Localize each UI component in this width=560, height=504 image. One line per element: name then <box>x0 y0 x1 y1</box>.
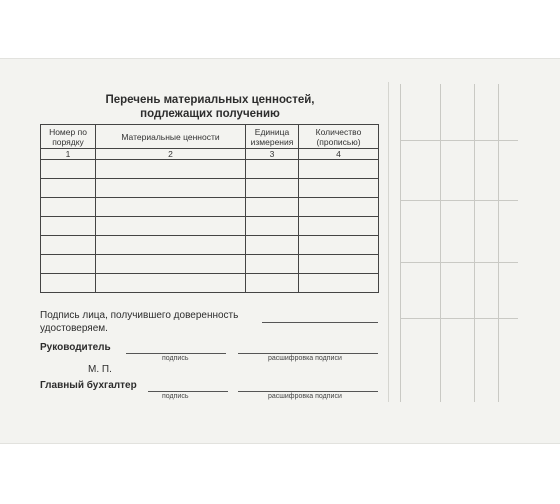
stamp-label: М. П. <box>88 364 112 375</box>
table-cell[interactable] <box>299 179 379 198</box>
attestation-text-line1: Подпись лица, получившего доверенность <box>40 310 239 321</box>
table-cell[interactable] <box>41 236 96 255</box>
table-row <box>41 179 379 198</box>
table-cell[interactable] <box>246 217 299 236</box>
table-header-row <box>41 125 379 149</box>
table-row <box>41 198 379 217</box>
table-cell[interactable] <box>299 274 379 293</box>
column-number-row <box>41 149 379 160</box>
stub-rule <box>498 84 499 402</box>
table-cell[interactable] <box>246 255 299 274</box>
table-cell[interactable] <box>246 198 299 217</box>
stub-rule <box>400 84 401 402</box>
attestation-signature-line[interactable] <box>262 322 378 323</box>
table-row <box>41 255 379 274</box>
form-title-line1: Перечень материальных ценностей, <box>105 94 315 106</box>
accountant-caption-decoding: расшифровка подписи <box>268 393 342 400</box>
stub-rule <box>400 262 518 263</box>
header-number: Номер по порядку <box>41 125 96 149</box>
table-cell[interactable] <box>299 198 379 217</box>
accountant-decoding-line[interactable] <box>238 391 378 392</box>
table-cell[interactable] <box>96 198 246 217</box>
accountant-signature-line[interactable] <box>148 391 228 392</box>
table-row <box>41 160 379 179</box>
director-caption-decoding: расшифровка подписи <box>268 355 342 362</box>
table-row <box>41 274 379 293</box>
director-caption-signature: подпись <box>162 355 189 362</box>
attestation-text-line2: удостоверяем. <box>40 323 108 334</box>
director-label: Руководитель <box>40 342 111 353</box>
stub-rule <box>400 140 518 141</box>
stub-rule <box>440 84 441 402</box>
table-cell[interactable] <box>41 198 96 217</box>
table-cell[interactable] <box>41 160 96 179</box>
accountant-label: Главный бухгалтер <box>40 380 137 391</box>
table-cell[interactable] <box>96 236 246 255</box>
table-cell[interactable] <box>96 160 246 179</box>
table-cell[interactable] <box>299 236 379 255</box>
director-signature-line[interactable] <box>126 353 226 354</box>
table-cell[interactable] <box>41 255 96 274</box>
table-cell[interactable] <box>246 274 299 293</box>
table-cell[interactable] <box>299 217 379 236</box>
header-quantity: Количество (прописью) <box>299 125 379 149</box>
table-cell[interactable] <box>246 236 299 255</box>
director-decoding-line[interactable] <box>238 353 378 354</box>
table-cell[interactable] <box>96 255 246 274</box>
table-cell[interactable] <box>96 274 246 293</box>
table-row <box>41 236 379 255</box>
table-cell[interactable] <box>246 179 299 198</box>
header-unit: Единица измерения <box>246 125 299 149</box>
accountant-caption-signature: подпись <box>162 393 189 400</box>
stub-rule <box>474 84 475 402</box>
table-cell[interactable] <box>41 179 96 198</box>
header-materials: Материальные ценности <box>96 125 246 149</box>
materials-table <box>40 124 379 293</box>
table-cell[interactable] <box>246 160 299 179</box>
form-title-line2: подлежащих получению <box>140 108 280 120</box>
table-cell[interactable] <box>96 179 246 198</box>
table-cell[interactable] <box>299 255 379 274</box>
column-number: 4 <box>299 149 379 160</box>
column-number: 2 <box>96 149 246 160</box>
table-cell[interactable] <box>96 217 246 236</box>
table-cell[interactable] <box>299 160 379 179</box>
stub-rule <box>400 318 518 319</box>
column-number: 1 <box>41 149 96 160</box>
table-cell[interactable] <box>41 274 96 293</box>
tear-off-stub <box>388 82 519 402</box>
column-number: 3 <box>246 149 299 160</box>
stub-rule <box>400 200 518 201</box>
table-row <box>41 217 379 236</box>
table-cell[interactable] <box>41 217 96 236</box>
